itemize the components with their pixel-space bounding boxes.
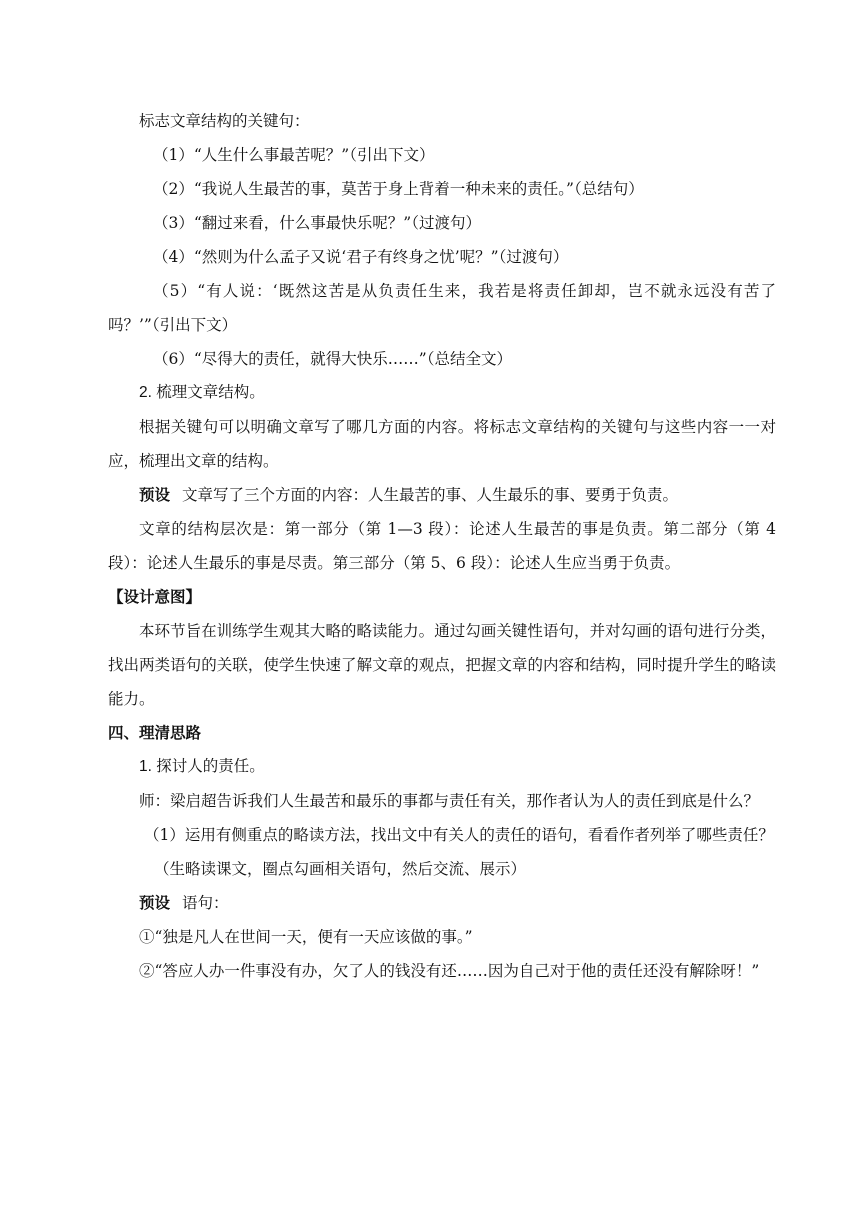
preset-2 [108, 886, 776, 920]
step-2-title: 2. 梳理文章结构。 [139, 384, 265, 401]
step-1-title: 1. 探讨人的责任。 [139, 758, 265, 775]
structure-paragraph: 文章的结构层次是：第一部分（第 1—3 段）：论述人生最苦的事是负责。第二部分（第 4 段）：论述人生最乐的事是尽责。第三部分（第 5、6 段）：论述人生应当勇于负责。 [108, 520, 776, 572]
key-sentence-6: （6）“尽得大的责任，就得大快乐……”（总结全文） [153, 350, 512, 368]
preset-1-text: 文章写了三个方面的内容：人生最苦的事、人生最乐的事、要勇于负责。 [182, 486, 679, 504]
preset-1 [108, 478, 776, 512]
preset-2-text: 语句： [182, 894, 229, 912]
design-intent-heading: 【设计意图】 [108, 588, 202, 606]
preset-1-label: 预设 [139, 486, 171, 504]
quote-2: ②“答应人办一件事没有办，欠了人的钱没有还……因为自己对于他的责任还没有解除呀！” [139, 962, 760, 980]
section-4-heading: 四、理清思路 [108, 724, 202, 742]
key-sentence-1: （1）“人生什么事最苦呢？”（引出下文） [153, 146, 435, 164]
step-2-paragraph: 根据关键句可以明确文章写了哪几方面的内容。将标志文章结构的关键句与这些内容一一对应，梳理出文章的结构。 [108, 418, 776, 470]
task-1-paragraph: （1）运用有侧重点的略读方法，找出文中有关人的责任的语句，看看作者列举了哪些责任？ [144, 826, 774, 844]
quote-1: ①“独是凡人在世间一天，便有一天应该做的事。” [139, 928, 473, 946]
key-sentence-2: （2）“我说人生最苦的事，莫苦于身上背着一种未来的责任。”（总结句） [153, 180, 644, 198]
preset-2-label: 预设 [139, 894, 171, 912]
key-sentence-4: （4）“然则为什么孟子又说‘君子有终身之忧’呢？”（过渡句） [153, 248, 569, 266]
teacher-paragraph: 师：梁启超告诉我们人生最苦和最乐的事都与责任有关，那作者认为人的责任到底是什么？ [139, 792, 760, 810]
document-page [108, 104, 776, 988]
design-intent-paragraph: 本环节旨在训练学生观其大略的略读能力。通过勾画关键性语句，并对勾画的语句进行分类，找出两类语句的关联，使学生快速了解文章的观点，把握文章的内容和结构，同时提升学生的略读能力。 [108, 622, 776, 708]
key-sentence-5: （5）“有人说：‘既然这苦是从负责任生来，我若是将责任卸却，岂不就永远没有苦了吗？’”（引出下文） [108, 282, 776, 334]
task-1-note: （生略读课文，圈点勾画相关语句，然后交流、展示） [154, 860, 527, 878]
key-sentences-intro: 标志文章结构的关键句： [139, 112, 310, 130]
key-sentence-3: （3）“翻过来看，什么事最快乐呢？”（过渡句） [153, 214, 481, 232]
